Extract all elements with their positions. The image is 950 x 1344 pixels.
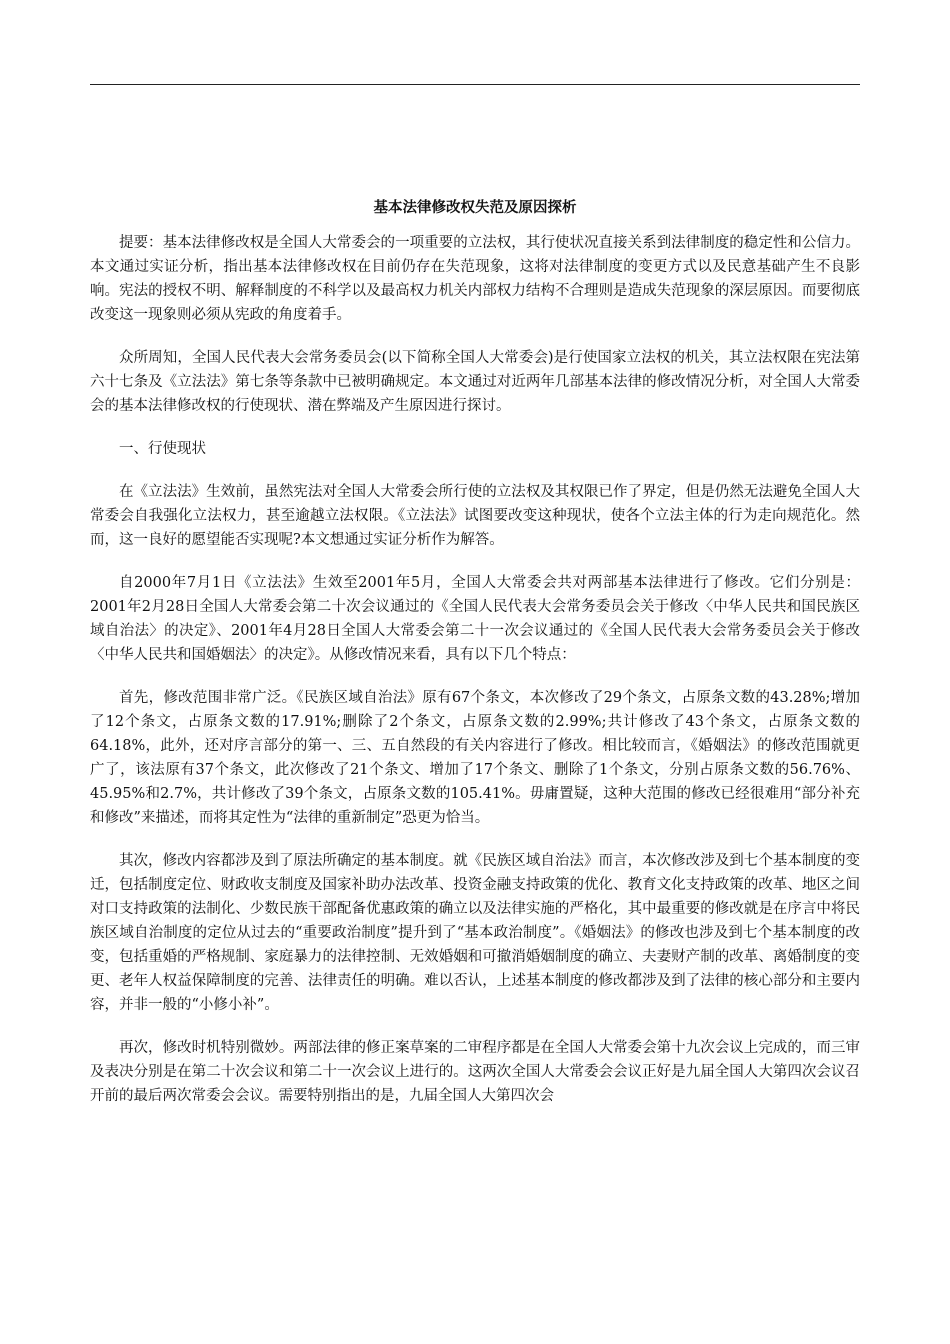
body-paragraph: 再次，修改时机特别微妙。两部法律的修正案草案的二审程序都是在全国人大常委会第十九次会议上完成的，而三审及表决分别是在第二十次会议和第二十一次会议上进行的。这两次全国人大常委会会议正好是九届全国人大第四次会议召开前的最后两次常委会会议。需要特别指出的是，九届全国人大第四次会 xyxy=(90,1040,860,1104)
header-rule xyxy=(90,84,860,85)
body-paragraph: 首先，修改范围非常广泛。《民族区域自治法》原有67个条文，本次修改了29个条文，占原条文数的43.28%;增加了12个条文，占原条文数的17.91%;删除了2个条文，占原条文数的2.99%;共计修改了43个条文，占原条文数的64.18%，此外，还对序言部分的第一、三、五自然段的有关内容进行了修改。相比较而言，《婚姻法》的修改范围就更广了，该法原有37个条文，此次修改了21个条文、增加了17个条文、删除了1个条文，分别占原条文数的56.76%、45.95%和2.7%，共计修改了39个条文，占原条文数的105.41%。毋庸置疑，这种大范围的修改已经很难用“部分补充和修改”来描述，而将其定性为“法律的重新制定”恐更为恰当。 xyxy=(90,690,860,826)
abstract-paragraph: 提要：基本法律修改权是全国人大常委会的一项重要的立法权，其行使状况直接关系到法律制度的稳定性和公信力。本文通过实证分析，指出基本法律修改权在目前仍存在失范现象，这将对法律制度的变更方式以及民意基础产生不良影响。宪法的授权不明、解释制度的不科学以及最高权力机关内部权力结构不合理则是造成失范现象的深层原因。而要彻底改变这一现象则必须从宪政的角度着手。 xyxy=(90,235,860,323)
document-title: 基本法律修改权失范及原因探析 xyxy=(373,199,577,216)
document-body xyxy=(90,198,860,1127)
body-paragraph: 在《立法法》生效前，虽然宪法对全国人大常委会所行使的立法权及其权限已作了界定，但是仍然无法避免全国人大常委会自我强化立法权力，甚至逾越立法权限。《立法法》试图要改变这种现状，使各个立法主体的行为走向规范化。然而，这一良好的愿望能否实现呢?本文想通过实证分析作为解答。 xyxy=(90,484,860,548)
section-heading: 一、行使现状 xyxy=(119,441,206,457)
intro-paragraph: 众所周知，全国人民代表大会常务委员会(以下简称全国人大常委会)是行使国家立法权的机关，其立法权限在宪法第六十七条及《立法法》第七条等条款中已被明确规定。本文通过对近两年几部基本法律的修改情况分析，对全国人大常委会的基本法律修改权的行使现状、潜在弊端及产生原因进行探讨。 xyxy=(90,350,860,414)
body-paragraph: 其次，修改内容都涉及到了原法所确定的基本制度。就《民族区域自治法》而言，本次修改涉及到七个基本制度的变迁，包括制度定位、财政收支制度及国家补助办法改革、投资金融支持政策的优化、教育文化支持政策的改革、地区之间对口支持政策的法制化、少数民族干部配备优惠政策的确立以及法律实施的严格化，其中最重要的修改就是在序言中将民族区域自治制度的定位从过去的“重要政治制度”提升到了“基本政治制度”。《婚姻法》的修改也涉及到七个基本制度的改变，包括重婚的严格规制、家庭暴力的法律控制、无效婚姻和可撤消婚姻制度的确立、夫妻财产制的改革、离婚制度的变更、老年人权益保障制度的完善、法律责任的明确。难以否认，上述基本制度的修改都涉及到了法律的核心部分和主要内容，并非一般的“小修小补”。 xyxy=(90,853,860,1013)
body-paragraph: 自2000年7月1日《立法法》生效至2001年5月，全国人大常委会共对两部基本法律进行了修改。它们分别是：2001年2月28日全国人大常委会第二十次会议通过的《全国人民代表大会常务委员会关于修改〈中华人民共和国民族区域自治法〉的决定》、2001年4月28日全国人大常委会第二十一次会议通过的《全国人民代表大会常务委员会关于修改〈中华人民共和国婚姻法〉的决定》。从修改情况来看，具有以下几个特点： xyxy=(90,575,860,663)
